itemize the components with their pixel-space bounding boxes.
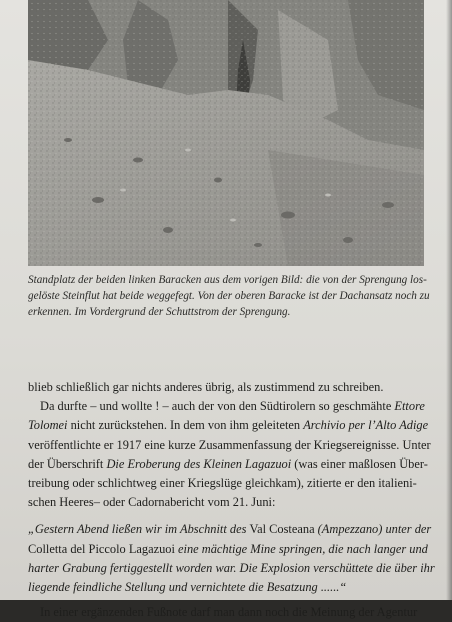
paragraph-line: treibung oder schlichtweg einer Kriegslüge gleichkam), zitierte er den italieni- [28,476,417,491]
paragraph-line [28,397,428,416]
text-run: der Überschrift [28,456,107,471]
text-run: eine mächtige Mine springen, die nach langer und [174,541,428,556]
paragraph-line: veröffentlichte er 1917 eine kurze Zusammenfassung der Kriegsereignisse. Unter [28,437,431,452]
caption-line: gelöste Steinflut hat beide weggefegt. Von der oberen Baracke ist der Dachansatz noch zu [28,290,430,303]
quote-line [28,520,432,539]
paragraph-line: In einer ergänzenden Fußnote darf man dann noch die Meinung der Agentur [40,605,418,620]
text-run: Da durfte – und wollte ! – auch der von den Südtirolern so geschmähte [40,399,395,414]
rockslide-photograph [28,0,424,266]
text-run: nicht zurückstehen. In dem von ihm geleiteten [67,418,304,433]
paragraph-line: schen Heeres– oder Cadornabericht vom 21. Juni: [28,495,276,510]
text-run: (Ampezzano) unter der [314,522,432,537]
caption-line: Standplatz der beiden linken Baracken aus dem vorigen Bild: die von der Sprengung los- [28,274,427,286]
place-name: Val Costeana [249,522,315,537]
body-text [28,378,435,622]
paragraph-line [28,416,428,435]
block-quote [28,520,435,597]
photograph-rockslide-icon [28,0,424,266]
quote-line [28,540,428,559]
heading-title: Die Eroberung des Kleinen Lagazuoi [106,456,292,471]
quote-line: harter Grabung fertiggestellt worden war. Die Explosion verschüttete die über ihr [28,560,435,575]
text-run: „Gestern Abend ließen wir im Abschnitt des [28,522,250,537]
place-name: Colletta del Piccolo Lagazuoi [28,541,175,556]
paragraph-line [28,455,428,474]
quote-line: liegende feindliche Stellung und vernichtete die Besatzung ......“ [28,580,347,595]
text-run: (was einer maßlosen Über- [291,456,428,471]
page-shadow [446,0,452,600]
paragraph-continuation: blieb schließlich gar nichts anderes übrig, als zustimmend zu schreiben. [28,380,384,394]
publication-title: Archivio per l’Alto Adige [303,418,429,433]
caption-line: erkennen. Im Vordergrund der Schuttstrom der Sprengung. [28,306,291,319]
name-tolomei: Tolomei [28,418,68,433]
name-ettore: Ettore [394,399,425,414]
photo-caption [28,272,430,321]
